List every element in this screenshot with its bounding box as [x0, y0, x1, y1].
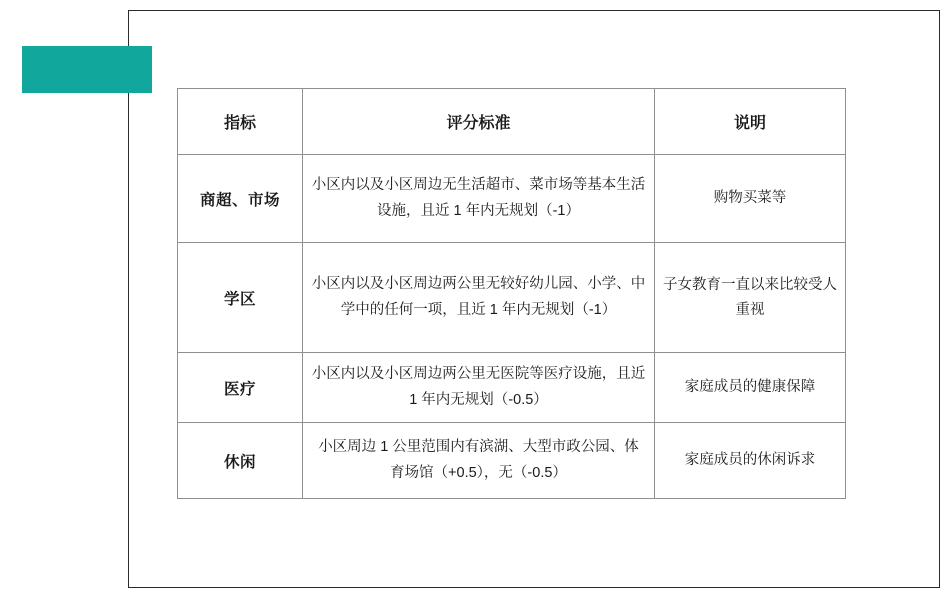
criteria-table: [177, 88, 846, 499]
cell-metric: 商超、市场: [178, 155, 303, 243]
cell-standard: 小区内以及小区周边无生活超市、菜市场等基本生活设施，且近 1 年内无规划（-1）: [303, 155, 655, 243]
column-header-metric: 指标: [178, 89, 303, 155]
table-row: [178, 155, 846, 243]
cell-metric: 休闲: [178, 423, 303, 499]
criteria-table-container: [177, 88, 845, 517]
table-row: [178, 353, 846, 423]
cell-note: 家庭成员的健康保障: [655, 353, 846, 423]
cell-metric: 医疗: [178, 353, 303, 423]
accent-block: [22, 46, 152, 93]
cell-metric: 学区: [178, 243, 303, 353]
cell-note: 家庭成员的休闲诉求: [655, 423, 846, 499]
cell-note: 购物买菜等: [655, 155, 846, 243]
table-row: [178, 243, 846, 353]
cell-note: 子女教育一直以来比较受人重视: [655, 243, 846, 353]
cell-standard: 小区内以及小区周边两公里无医院等医疗设施，且近 1 年内无规划（-0.5）: [303, 353, 655, 423]
column-header-note: 说明: [655, 89, 846, 155]
column-header-standard: 评分标准: [303, 89, 655, 155]
table-header-row: [178, 89, 846, 155]
cell-standard: 小区内以及小区周边两公里无较好幼儿园、小学、中学中的任何一项，且近 1 年内无规划（-1）: [303, 243, 655, 353]
cell-standard: 小区周边 1 公里范围内有滨湖、大型市政公园、体育场馆（+0.5），无（-0.5）: [303, 423, 655, 499]
table-row: [178, 423, 846, 499]
